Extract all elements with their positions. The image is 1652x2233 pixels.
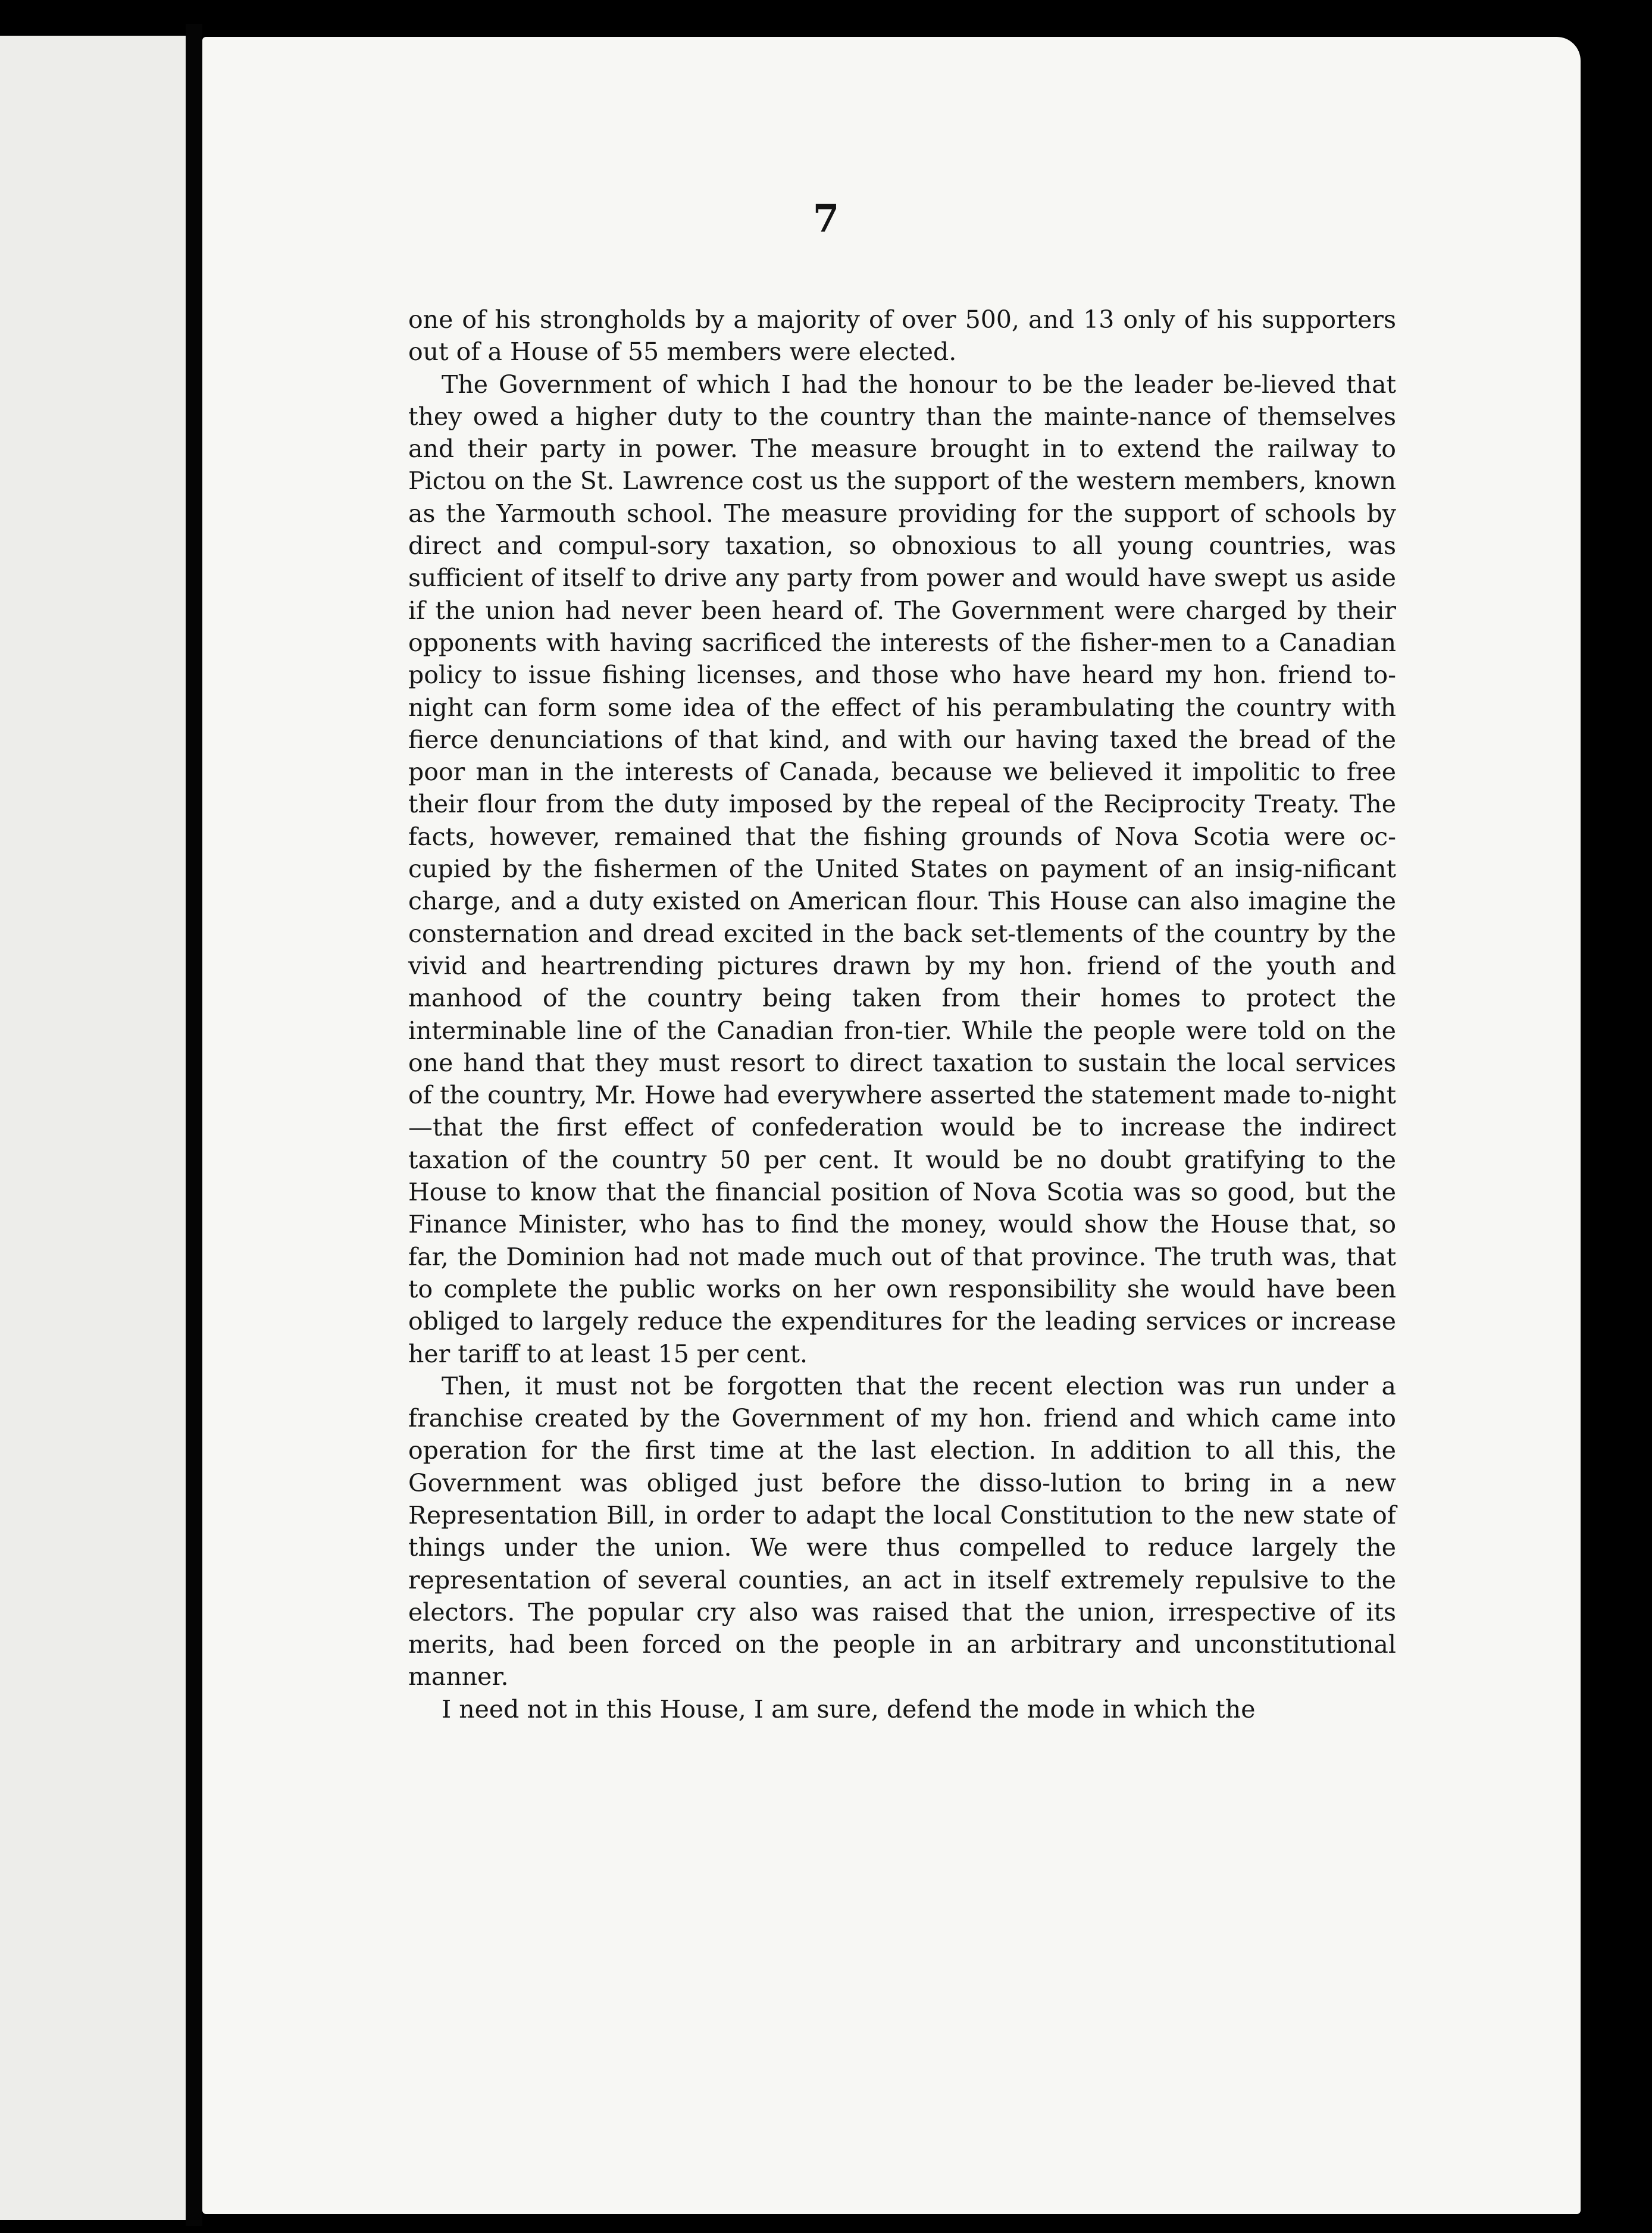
paragraph-government: The Government of which I had the honour to be the leader be-lieved that they owed a higher duty to the country than the mainte-nance of themselves and their party in power. The measure brought in to extend the railway to Pictou on the St. Lawrence cost us the support of the western members, known as the Yarmouth school. The measure providing for the support of schools by direct and compul-sory taxation, so obnoxious to all young countries, was sufficient of itself to drive any party from power and would have swept us aside if the union had never been heard of. The Government were charged by their opponents with having sacrificed the interests of the fisher-men to a Canadian policy to issue fishing licenses, and those who have heard my hon. friend to-night can form some idea of the effect of his perambulating the country with fierce denunciations of that kind, and with our having taxed the bread of the poor man in the interests of Canada, because we believed it impolitic to free their flour from the duty imposed by the repeal of the Reciprocity Treaty. The facts, however, remained that the fishing grounds of Nova Scotia were oc-cupied by the fishermen of the United States on payment of an insig-nificant charge, and a duty existed on American flour. This House can also imagine the consternation and dread excited in the back set-tlements of the country by the vivid and heartrending pictures drawn by my hon. friend of the youth and manhood of the country being taken from their homes to protect the interminable line of the Canadian fron-tier. While the people were told on the one hand that they must resort to direct taxation to sustain the local services of the country, Mr. Howe had everywhere asserted the statement made to-night—that the first effect of confederation would be to increase the indirect taxation of the country 50 per cent. It would be no doubt gratifying to the House to know that the financial position of Nova Scotia was so good, but the Finance Minister, who has to find the money, would show the House that, so far, the Dominion had not made much out of that province. The truth was, that to complete the public works on her own responsibility she would have been obliged to largely reduce the expenditures for the leading services or increase her tariff to at least 15 per cent.	[408, 370, 1396, 1368]
left-page-edge	[0, 36, 186, 2220]
paragraph-election: Then, it must not be forgotten that the recent election was run under a franchise created by the Government of my hon. friend and which came into operation for the first time at the last election. In addition to all this, the Government was obliged just before the disso-lution to bring in a new Representation Bill, in order to adapt the local Constitution to the new state of things under the union. We were thus compelled to reduce largely the representation of several counties, an act in itself extremely repulsive to the electors. The popular cry also was raised that the union, irrespective of its merits, had been forced on the people in an arbitrary and unconstitutional manner.	[408, 1371, 1396, 1691]
book-gutter	[186, 24, 202, 2226]
paragraph-continuation: one of his strongholds by a majority of over 500, and 13 only of his supporters out of a House of 55 members were elected.	[408, 305, 1396, 367]
paragraph-closing: I need not in this House, I am sure, defend the mode in which the	[442, 1694, 1256, 1724]
page-number: 7	[812, 196, 840, 241]
page-text	[408, 304, 1396, 1725]
